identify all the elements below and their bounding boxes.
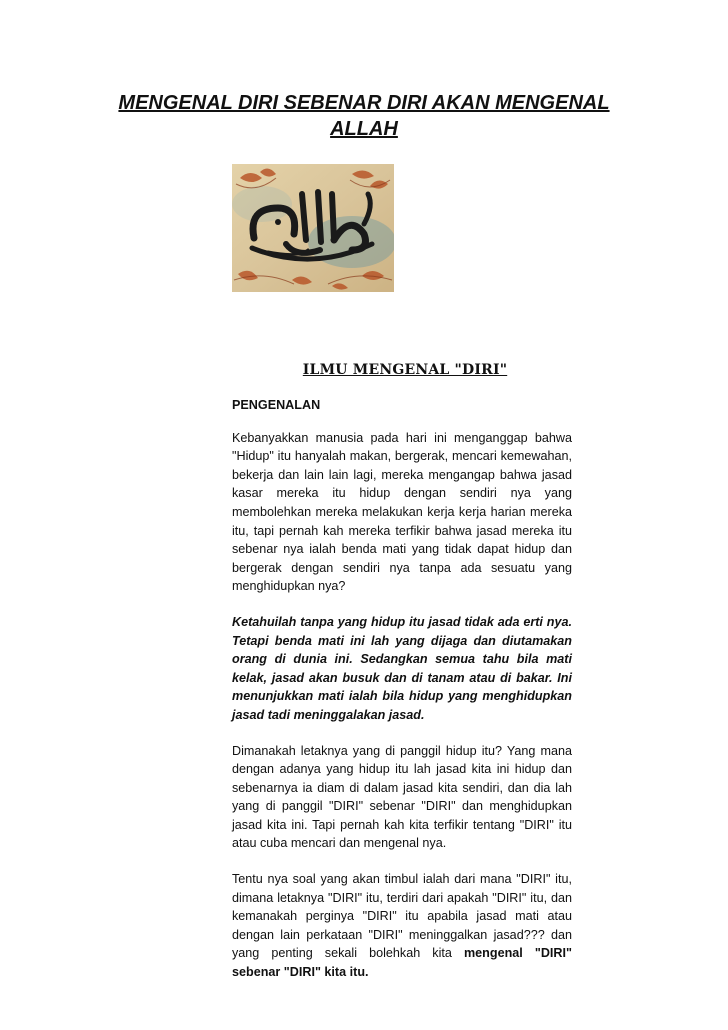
- paragraph-1: Kebanyakkan manusia pada hari ini menganggap bahwa "Hidup" itu hanyalah makan, bergerak, mencari kemewahan, bekerja dan lain lain lagi, mereka mengangap bahwa jasad kasar mereka itu hidup dengan sendiri nya yang membolehkan mereka melakukan kerja kerja harian mereka itu, tapi pernah kah mereka terfikir bahwa jasad mereka itu sebenar nya ialah benda mati yang tidak dapat hidup dan bergerak dengan sendiri nya tanpa ada sesuatu yang menghidupkan nya?: [232, 430, 572, 594]
- paragraph-4-text: Tentu nya soal yang akan timbul ialah dari mana "DIRI" itu, dimana letaknya "DIRI" itu, terdiri dari apakah "DIRI" itu, dan kemanakah perginya "DIRI" itu apabila jasad mati atau dengan lain perkataan "DIRI" meninggalkan jasad??? dan yang penting sekali bolehkah kita: [232, 872, 572, 961]
- paragraph-3: Dimanakah letaknya yang di panggil hidup itu? Yang mana dengan adanya yang hidup itu lah jasad kita ini hidup dan sebenarnya ia diam di dalam jasad kita sendiri, dan dia lah yang di panggil "DIRI" sebenar "DIRI" dan menghidupkan jasad kita ini. Tapi pernah kah kita terfikir tentang "DIRI" itu atau cuba mencari dan mengenal nya.: [232, 743, 572, 851]
- paragraph-4: [232, 870, 572, 982]
- allah-calligraphy-icon: [232, 164, 394, 292]
- document-title: [86, 90, 642, 142]
- paragraph-4-bold: mengenal "DIRI" sebenar "DIRI" kita itu.: [232, 946, 572, 980]
- document-body: [232, 396, 572, 999]
- title-line-2: ALLAH: [330, 118, 398, 140]
- sub-heading: PENGENALAN: [232, 398, 321, 412]
- title-line-1: MENGENAL DIRI SEBENAR DIRI AKAN MENGENAL: [118, 92, 610, 114]
- paragraph-2: Ketahuilah tanpa yang hidup itu jasad tidak ada erti nya. Tetapi benda mati ini lah yang dijaga dan diutamakan orang di dunia ini. Sedangkan semua tahu bila mati kelak, jasad akan busuk dan di tanam atau di bakar. Ini menunjukkan mati ialah bila hidup yang menghidupkan jasad tadi meninggalakan jasad.: [232, 614, 572, 722]
- section-heading: ILMU MENGENAL "DIRI": [302, 362, 508, 378]
